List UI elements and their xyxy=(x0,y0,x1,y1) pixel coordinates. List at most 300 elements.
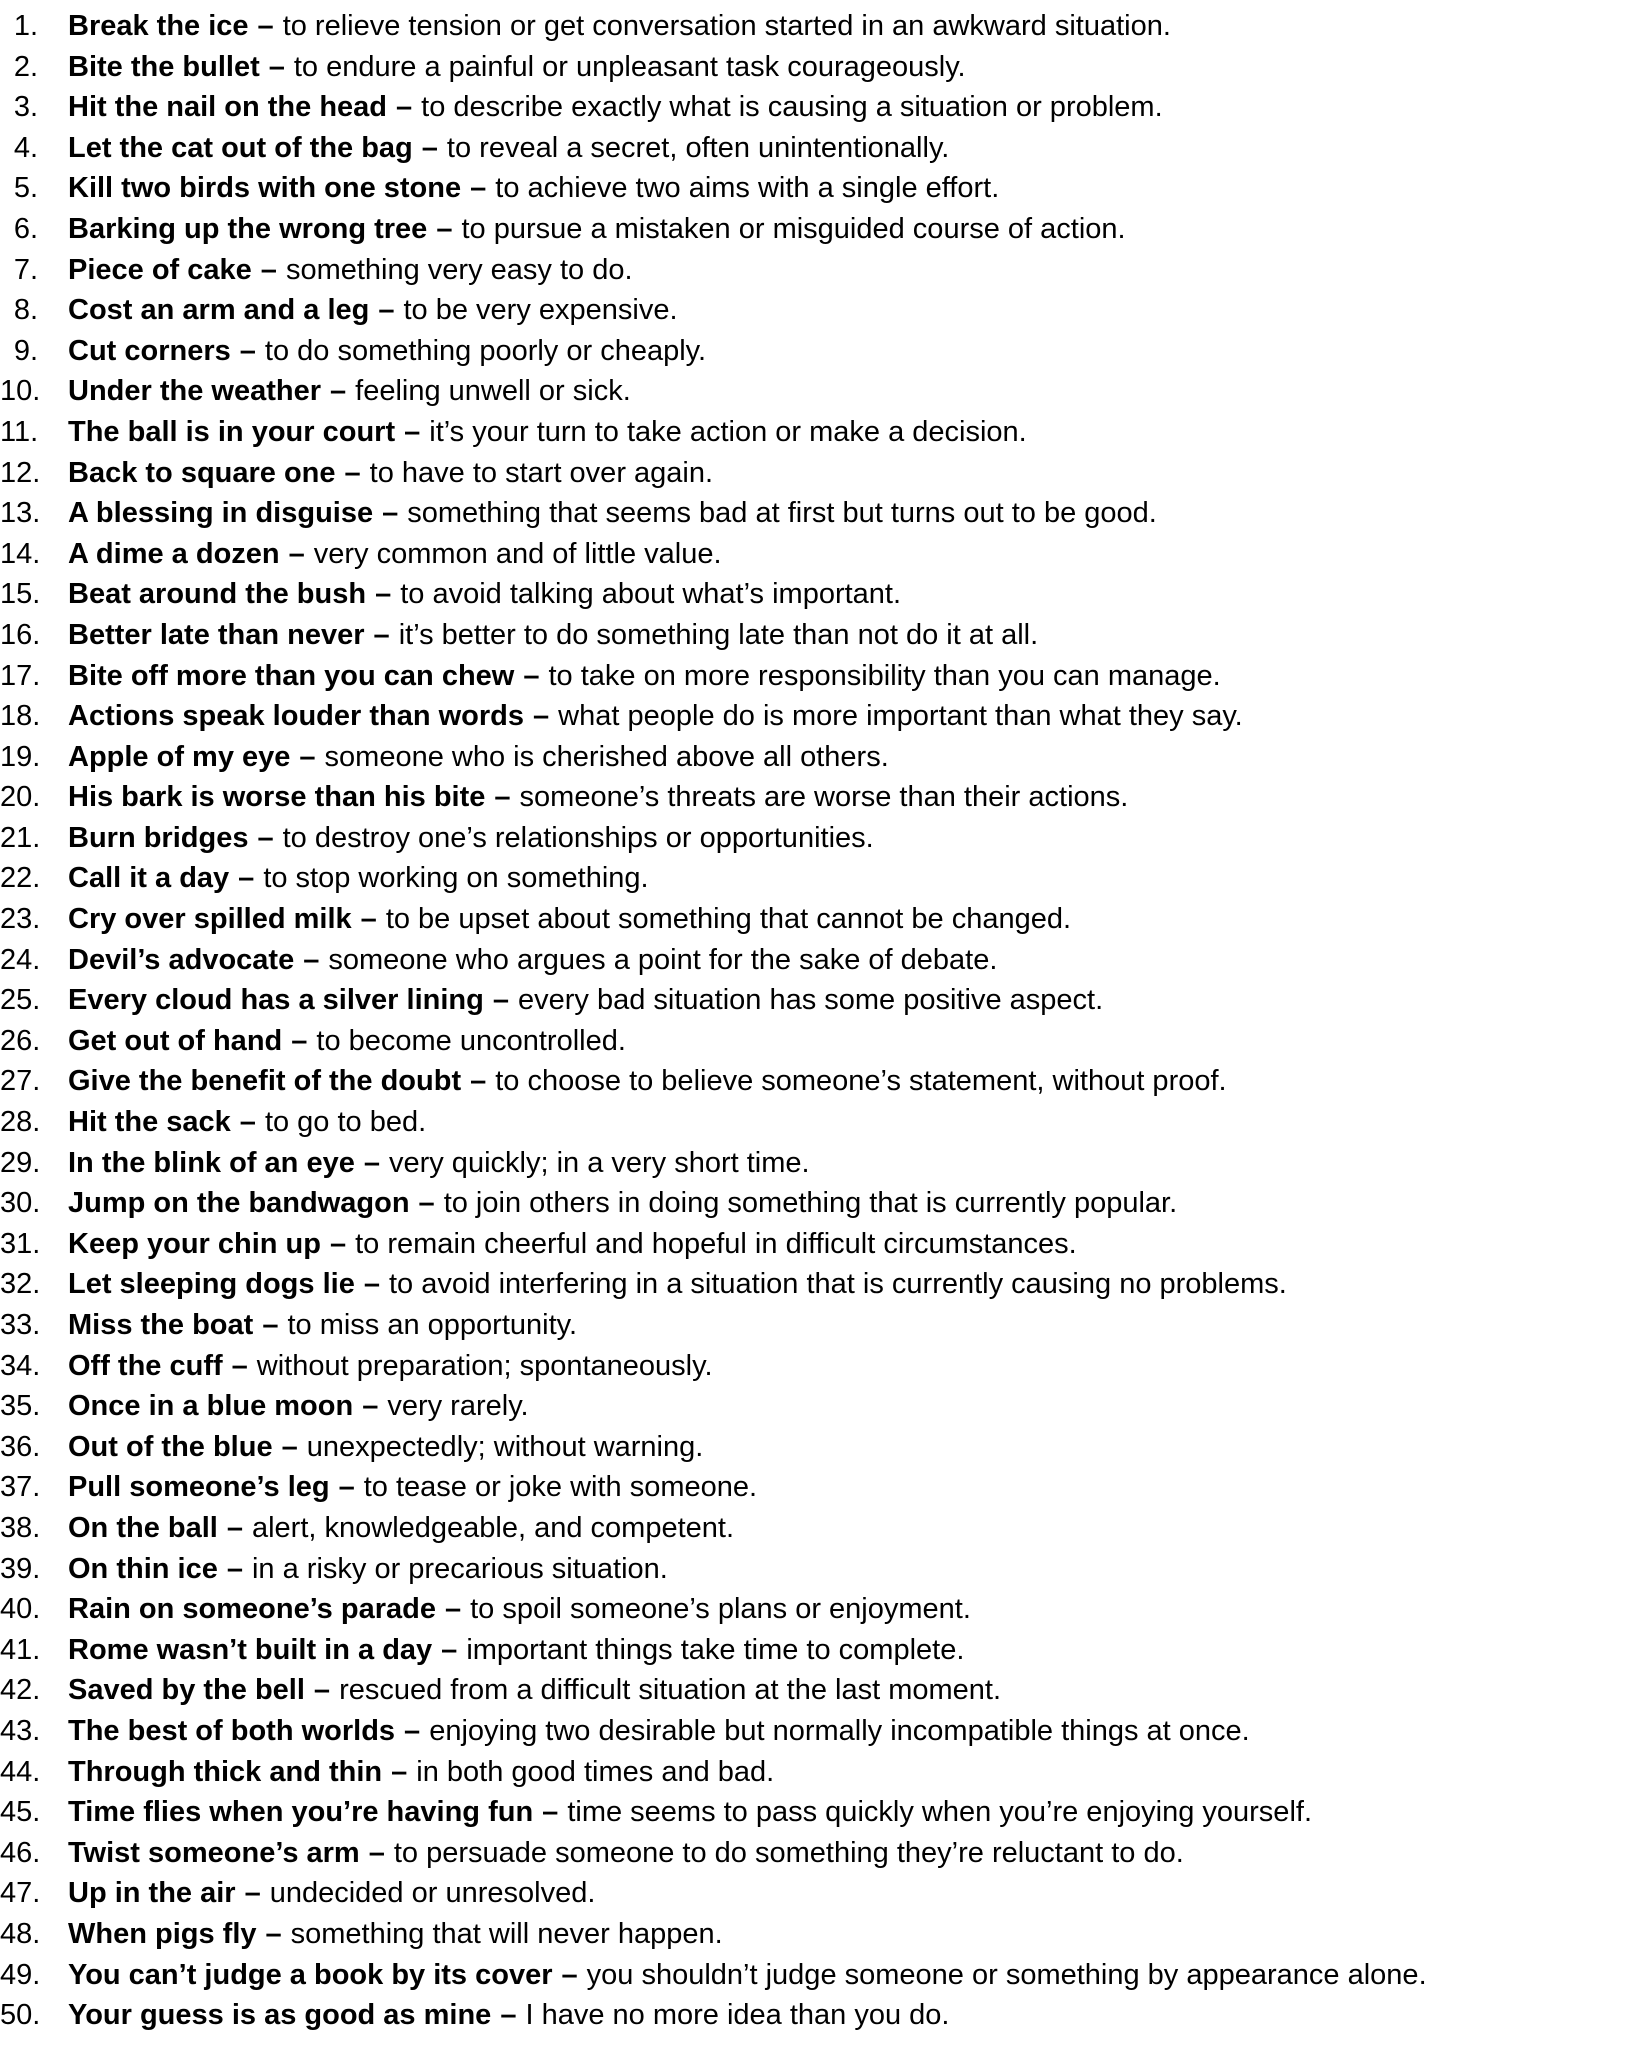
item-number: 40. xyxy=(0,1593,41,1626)
list-item xyxy=(0,656,1630,697)
list-item xyxy=(0,168,1630,209)
separator-dash: – xyxy=(231,1349,248,1382)
separator-dash: – xyxy=(396,91,413,124)
separator-dash: – xyxy=(313,1674,331,1707)
item-number: 28. xyxy=(0,1106,41,1139)
idiom-definition: to go to bed. xyxy=(264,1106,427,1139)
item-text xyxy=(68,818,874,859)
item-text xyxy=(68,656,1221,697)
item-number: 35. xyxy=(0,1390,41,1423)
separator-dash: – xyxy=(470,172,487,205)
item-number: 7. xyxy=(13,253,38,286)
list-item xyxy=(0,899,1630,940)
item-number: 32. xyxy=(0,1268,41,1301)
list-item xyxy=(0,1995,1630,2036)
idiom-definition: to achieve two aims with a single effort. xyxy=(495,172,1000,205)
item-text xyxy=(68,1873,595,1914)
item-text xyxy=(68,980,1103,1021)
item-text xyxy=(68,1386,529,1427)
item-number: 19. xyxy=(0,740,41,773)
idiom-term: You can’t judge a book by its cover xyxy=(68,1958,553,1991)
idiom-definition: you shouldn’t judge someone or something by appearance alone. xyxy=(586,1958,1427,1991)
item-number: 46. xyxy=(0,1836,41,1869)
item-number: 18. xyxy=(0,700,41,733)
separator-dash: – xyxy=(492,984,509,1017)
idiom-definition: to do something poorly or cheaply. xyxy=(264,334,707,367)
idiom-term: Your guess is as good as mine xyxy=(68,1999,492,2032)
list-item xyxy=(0,1508,1630,1549)
list-item xyxy=(0,1752,1630,1793)
idiom-definition: something that will never happen. xyxy=(290,1917,723,1950)
idiom-term: Let the cat out of the bag xyxy=(68,131,413,164)
list-item xyxy=(0,858,1630,899)
item-number: 23. xyxy=(0,903,41,936)
item-number: 17. xyxy=(0,659,41,692)
list-item xyxy=(0,615,1630,656)
idiom-definition: in both good times and bad. xyxy=(416,1755,775,1788)
list-item xyxy=(0,493,1630,534)
item-number: 22. xyxy=(0,862,41,895)
item-text xyxy=(68,290,678,331)
item-number: 34. xyxy=(0,1349,41,1382)
idiom-term: Under the weather xyxy=(68,375,321,408)
item-number: 33. xyxy=(0,1309,41,1341)
idiom-term: Rain on someone’s parade xyxy=(68,1593,436,1626)
list-item xyxy=(0,1386,1630,1427)
item-text xyxy=(68,1711,1250,1752)
item-number: 29. xyxy=(0,1146,41,1179)
list-item xyxy=(0,1305,1630,1346)
separator-dash: – xyxy=(436,212,453,245)
item-text xyxy=(68,1021,626,1062)
idiom-definition: every bad situation has some positive aspect. xyxy=(517,984,1104,1017)
idiom-definition: to relieve tension or get conversation started in an awkward situation. xyxy=(282,10,1171,42)
item-number: 31. xyxy=(0,1227,41,1260)
idiom-definition: it’s your turn to take action or make a decision. xyxy=(429,415,1027,448)
separator-dash: – xyxy=(373,618,390,651)
idiom-definition: to join others in doing something that is currently popular. xyxy=(443,1187,1178,1220)
idiom-definition: to describe exactly what is causing a situation or problem. xyxy=(421,91,1163,124)
separator-dash: – xyxy=(441,1633,458,1666)
item-text xyxy=(68,87,1163,128)
separator-dash: – xyxy=(378,294,395,327)
separator-dash: – xyxy=(391,1755,408,1788)
separator-dash: – xyxy=(404,1714,421,1747)
idiom-definition: to destroy one’s relationships or opportunities. xyxy=(282,821,874,854)
item-number: 30. xyxy=(0,1187,41,1220)
item-text xyxy=(68,1224,1077,1265)
item-number: 13. xyxy=(0,497,41,530)
separator-dash: – xyxy=(226,1511,243,1544)
separator-dash: – xyxy=(500,1999,517,2032)
item-text xyxy=(68,6,1171,47)
idiom-definition: to avoid interfering in a situation that is currently causing no problems. xyxy=(388,1268,1287,1301)
list-item xyxy=(0,290,1630,331)
idiom-term: The ball is in your court xyxy=(68,415,396,448)
idiom-term: Rome wasn’t built in a day xyxy=(68,1633,433,1666)
separator-dash: – xyxy=(260,253,277,286)
item-text xyxy=(68,940,997,981)
item-number: 49. xyxy=(0,1958,41,1991)
item-text xyxy=(68,1061,1227,1102)
separator-dash: – xyxy=(338,1471,355,1504)
list-item xyxy=(0,980,1630,1021)
idiom-term: Out of the blue xyxy=(68,1430,273,1463)
separator-dash: – xyxy=(421,131,438,164)
separator-dash: – xyxy=(257,10,274,42)
idiom-term: Off the cuff xyxy=(68,1349,223,1382)
idiom-definition: in a risky or precarious situation. xyxy=(251,1552,668,1585)
item-text xyxy=(68,1346,713,1387)
idiom-definition: to endure a painful or unpleasant task courageously. xyxy=(293,50,966,83)
idiom-term: Break the ice xyxy=(68,10,249,42)
idiom-term: Time flies when you’re having fun xyxy=(68,1796,534,1829)
idiom-definition: to remain cheerful and hopeful in difficult circumstances. xyxy=(355,1227,1077,1260)
idiom-definition: to take on more responsibility than you can manage. xyxy=(548,659,1221,692)
idiom-definition: to become uncontrolled. xyxy=(316,1024,626,1057)
item-text xyxy=(68,1914,723,1955)
item-number: 16. xyxy=(0,618,41,651)
separator-dash: – xyxy=(330,375,347,408)
item-text xyxy=(68,250,633,291)
item-text xyxy=(68,777,1128,818)
list-item xyxy=(0,1264,1630,1305)
item-text xyxy=(68,615,1038,656)
item-number: 26. xyxy=(0,1024,41,1057)
idiom-term: Beat around the bush xyxy=(68,578,367,611)
separator-dash: – xyxy=(265,1917,282,1950)
item-number: 39. xyxy=(0,1552,41,1585)
idiom-term: Bite off more than you can chew xyxy=(68,659,515,692)
list-item xyxy=(0,1183,1630,1224)
list-item xyxy=(0,1346,1630,1387)
separator-dash: – xyxy=(542,1796,559,1829)
separator-dash: – xyxy=(360,903,377,936)
list-item xyxy=(0,453,1630,494)
idiom-term: Cry over spilled milk xyxy=(68,903,352,936)
item-number: 3. xyxy=(13,91,38,124)
idiom-term: Let sleeping dogs lie xyxy=(68,1268,355,1301)
idiom-term: His bark is worse than his bite xyxy=(68,781,486,814)
item-text xyxy=(68,696,1243,737)
idiom-term: Piece of cake xyxy=(68,253,252,286)
idiom-term: Through thick and thin xyxy=(68,1755,383,1788)
separator-dash: – xyxy=(362,1390,379,1423)
list-item xyxy=(0,1711,1630,1752)
idiom-term: Apple of my eye xyxy=(68,740,291,773)
idiom-definition: alert, knowledgeable, and competent. xyxy=(251,1511,735,1544)
idiom-term: Bite the bullet xyxy=(68,50,260,83)
item-number: 36. xyxy=(0,1430,41,1463)
list-item xyxy=(0,331,1630,372)
list-item xyxy=(0,371,1630,412)
idiom-term: A dime a dozen xyxy=(68,537,280,570)
item-text xyxy=(68,1549,668,1590)
idiom-term: Cost an arm and a leg xyxy=(68,294,370,327)
item-number: 15. xyxy=(0,578,41,611)
idiom-term: In the blink of an eye xyxy=(68,1146,355,1179)
list-item xyxy=(0,940,1630,981)
idiom-definition: feeling unwell or sick. xyxy=(355,375,631,408)
idiom-definition: someone who argues a point for the sake of debate. xyxy=(328,943,998,976)
idiom-term: Barking up the wrong tree xyxy=(68,212,428,245)
idiom-term: Cut corners xyxy=(68,334,231,367)
idiom-term: Better late than never xyxy=(68,618,365,651)
item-number: 27. xyxy=(0,1065,41,1098)
list-item xyxy=(0,696,1630,737)
idiom-term: On thin ice xyxy=(68,1552,218,1585)
item-text xyxy=(68,47,966,88)
item-number: 9. xyxy=(13,334,38,367)
separator-dash: – xyxy=(382,497,399,530)
idiom-definition: someone who is cherished above all others. xyxy=(324,740,889,773)
item-text xyxy=(68,493,1157,534)
item-text xyxy=(68,1752,774,1793)
item-text xyxy=(68,574,901,615)
list-item xyxy=(0,1833,1630,1874)
separator-dash: – xyxy=(291,1024,308,1057)
item-number: 2. xyxy=(13,50,38,83)
separator-dash: – xyxy=(375,578,392,611)
list-item xyxy=(0,209,1630,250)
list-item xyxy=(0,1589,1630,1630)
idiom-definition: something very easy to do. xyxy=(285,253,633,286)
separator-dash: – xyxy=(344,456,361,489)
separator-dash: – xyxy=(561,1958,578,1991)
item-text xyxy=(68,1143,810,1184)
separator-dash: – xyxy=(288,537,305,570)
item-text xyxy=(68,1792,1312,1833)
idiom-term: Kill two birds with one stone xyxy=(68,172,462,205)
separator-dash: – xyxy=(303,943,320,976)
item-number: 12. xyxy=(0,456,41,489)
item-text xyxy=(68,899,1071,940)
idiom-term: A blessing in disguise xyxy=(68,497,374,530)
item-number: 1. xyxy=(13,10,38,42)
separator-dash: – xyxy=(238,862,255,895)
item-text xyxy=(68,1995,949,2036)
item-text xyxy=(68,1670,1001,1711)
idiom-term: Actions speak louder than words xyxy=(68,700,525,733)
item-text xyxy=(68,858,649,899)
separator-dash: – xyxy=(418,1187,435,1220)
separator-dash: – xyxy=(470,1065,487,1098)
idiom-definition: to reveal a secret, often unintentionally. xyxy=(446,131,950,164)
idiom-term: Devil’s advocate xyxy=(68,943,295,976)
item-text xyxy=(68,331,706,372)
separator-dash: – xyxy=(494,781,511,814)
list-item xyxy=(0,128,1630,169)
idiom-definition: unexpectedly; without warning. xyxy=(306,1430,704,1463)
item-number: 14. xyxy=(0,537,41,570)
item-text xyxy=(68,128,949,169)
item-text xyxy=(68,1589,971,1630)
idiom-term: The best of both worlds xyxy=(68,1714,396,1747)
item-number: 42. xyxy=(0,1674,41,1707)
separator-dash: – xyxy=(444,1593,462,1626)
list-item xyxy=(0,1467,1630,1508)
item-text xyxy=(68,1955,1427,1996)
separator-dash: – xyxy=(533,700,550,733)
idiom-term: Keep your chin up xyxy=(68,1227,321,1260)
idiom-term: Twist someone’s arm xyxy=(68,1836,360,1869)
idiom-term: When pigs fly xyxy=(68,1917,257,1950)
item-text xyxy=(68,1630,964,1671)
idiom-term: Up in the air xyxy=(68,1877,236,1910)
idiom-definition: to miss an opportunity. xyxy=(287,1309,578,1341)
item-text xyxy=(68,371,631,412)
list-item xyxy=(0,574,1630,615)
separator-dash: – xyxy=(244,1877,261,1910)
item-text xyxy=(68,1102,426,1143)
list-item xyxy=(0,47,1630,88)
item-number: 4. xyxy=(13,131,38,164)
item-number: 48. xyxy=(0,1917,41,1950)
list-item xyxy=(0,534,1630,575)
item-text xyxy=(68,209,1126,250)
idiom-definition: to stop working on something. xyxy=(263,862,649,895)
separator-dash: – xyxy=(363,1268,380,1301)
item-number: 43. xyxy=(0,1714,41,1747)
idiom-definition: to spoil someone’s plans or enjoyment. xyxy=(470,1593,971,1626)
item-number: 45. xyxy=(0,1796,41,1829)
item-number: 8. xyxy=(13,294,38,327)
item-text xyxy=(68,1508,734,1549)
idiom-definition: to avoid talking about what’s important. xyxy=(400,578,902,611)
item-text xyxy=(68,412,1027,453)
idiom-definition: to be very expensive. xyxy=(403,294,678,327)
item-number: 41. xyxy=(0,1633,41,1666)
list-item xyxy=(0,250,1630,291)
idiom-definition: someone’s threats are worse than their actions. xyxy=(519,781,1129,814)
idiom-term: Call it a day xyxy=(68,862,230,895)
list-item xyxy=(0,1102,1630,1143)
item-text xyxy=(68,453,713,494)
separator-dash: – xyxy=(329,1227,347,1260)
idiom-definition: to tease or joke with someone. xyxy=(363,1471,758,1504)
list-item xyxy=(0,1630,1630,1671)
item-number: 50. xyxy=(0,1999,41,2032)
separator-dash: – xyxy=(226,1552,243,1585)
idiom-definition: time seems to pass quickly when you’re enjoying yourself. xyxy=(567,1796,1312,1829)
idiom-term: Burn bridges xyxy=(68,821,249,854)
list-item xyxy=(0,1792,1630,1833)
idiom-definition: rescued from a difficult situation at the last moment. xyxy=(339,1674,1002,1707)
item-text xyxy=(68,1427,703,1468)
idiom-term: Jump on the bandwagon xyxy=(68,1187,410,1220)
idiom-definition: very common and of little value. xyxy=(313,537,722,570)
list-item xyxy=(0,777,1630,818)
idiom-definition: to persuade someone to do something they’re reluctant to do. xyxy=(393,1836,1184,1869)
idiom-term: Every cloud has a silver lining xyxy=(68,984,484,1017)
separator-dash: – xyxy=(268,50,285,83)
idiom-definition: something that seems bad at first but turns out to be good. xyxy=(407,497,1157,530)
idiom-definition: it’s better to do something late than not do it at all. xyxy=(398,618,1039,651)
idiom-term: Saved by the bell xyxy=(68,1674,305,1707)
list-item xyxy=(0,6,1630,47)
idiom-definition: I have no more idea than you do. xyxy=(525,1999,950,2032)
idiom-definition: to be upset about something that cannot be changed. xyxy=(385,903,1072,936)
idiom-definition: very quickly; in a very short time. xyxy=(388,1146,810,1179)
list-item xyxy=(0,412,1630,453)
item-text xyxy=(68,737,889,778)
list-item xyxy=(0,1549,1630,1590)
item-number: 10. xyxy=(0,375,41,408)
item-text xyxy=(68,168,999,209)
idiom-definition: to pursue a mistaken or misguided course of action. xyxy=(461,212,1126,245)
item-text xyxy=(68,534,722,575)
list-item xyxy=(0,1955,1630,1996)
idiom-term: Miss the boat xyxy=(68,1309,254,1341)
item-number: 47. xyxy=(0,1877,41,1910)
separator-dash: – xyxy=(257,821,274,854)
separator-dash: – xyxy=(363,1146,380,1179)
list-item xyxy=(0,1061,1630,1102)
item-number: 20. xyxy=(0,781,41,814)
separator-dash: – xyxy=(299,740,316,773)
separator-dash: – xyxy=(262,1309,279,1341)
idiom-definition: to choose to believe someone’s statement, without proof. xyxy=(495,1065,1227,1098)
item-number: 25. xyxy=(0,984,41,1017)
idiom-definition: without preparation; spontaneously. xyxy=(256,1349,713,1382)
idiom-term: Hit the sack xyxy=(68,1106,231,1139)
item-text xyxy=(68,1305,577,1346)
item-number: 6. xyxy=(13,212,38,245)
idiom-definition: what people do is more important than what they say. xyxy=(558,700,1243,733)
idiom-term: Get out of hand xyxy=(68,1024,283,1057)
item-number: 11. xyxy=(0,415,39,448)
idiom-definition: enjoying two desirable but normally incompatible things at once. xyxy=(429,1714,1250,1747)
item-text xyxy=(68,1467,757,1508)
idiom-term: Give the benefit of the doubt xyxy=(68,1065,462,1098)
list-item xyxy=(0,1143,1630,1184)
separator-dash: – xyxy=(523,659,540,692)
list-item xyxy=(0,1873,1630,1914)
idiom-definition: undecided or unresolved. xyxy=(269,1877,596,1910)
item-text xyxy=(68,1833,1184,1874)
item-number: 5. xyxy=(13,172,38,205)
idiom-definition: important things take time to complete. xyxy=(466,1633,965,1666)
list-item xyxy=(0,1427,1630,1468)
list-item xyxy=(0,818,1630,859)
separator-dash: – xyxy=(281,1430,298,1463)
item-number: 24. xyxy=(0,943,41,976)
separator-dash: – xyxy=(239,1106,256,1139)
idiom-term: Pull someone’s leg xyxy=(68,1471,330,1504)
item-text xyxy=(68,1264,1287,1305)
separator-dash: – xyxy=(368,1836,385,1869)
idiom-definition: to have to start over again. xyxy=(369,456,714,489)
separator-dash: – xyxy=(404,415,421,448)
item-number: 44. xyxy=(0,1755,41,1788)
separator-dash: – xyxy=(239,334,256,367)
item-number: 21. xyxy=(0,821,41,854)
idiom-term: Back to square one xyxy=(68,456,336,489)
item-text xyxy=(68,1183,1177,1224)
idiom-definition: very rarely. xyxy=(387,1390,529,1423)
list-item xyxy=(0,87,1630,128)
idiom-term: On the ball xyxy=(68,1511,218,1544)
item-number: 37. xyxy=(0,1471,41,1504)
list-item xyxy=(0,737,1630,778)
idiom-term: Hit the nail on the head xyxy=(68,91,388,124)
idiom-term: Once in a blue moon xyxy=(68,1390,354,1423)
list-item xyxy=(0,1914,1630,1955)
list-item xyxy=(0,1021,1630,1062)
list-item xyxy=(0,1224,1630,1265)
item-number: 38. xyxy=(0,1511,41,1544)
list-item xyxy=(0,1670,1630,1711)
